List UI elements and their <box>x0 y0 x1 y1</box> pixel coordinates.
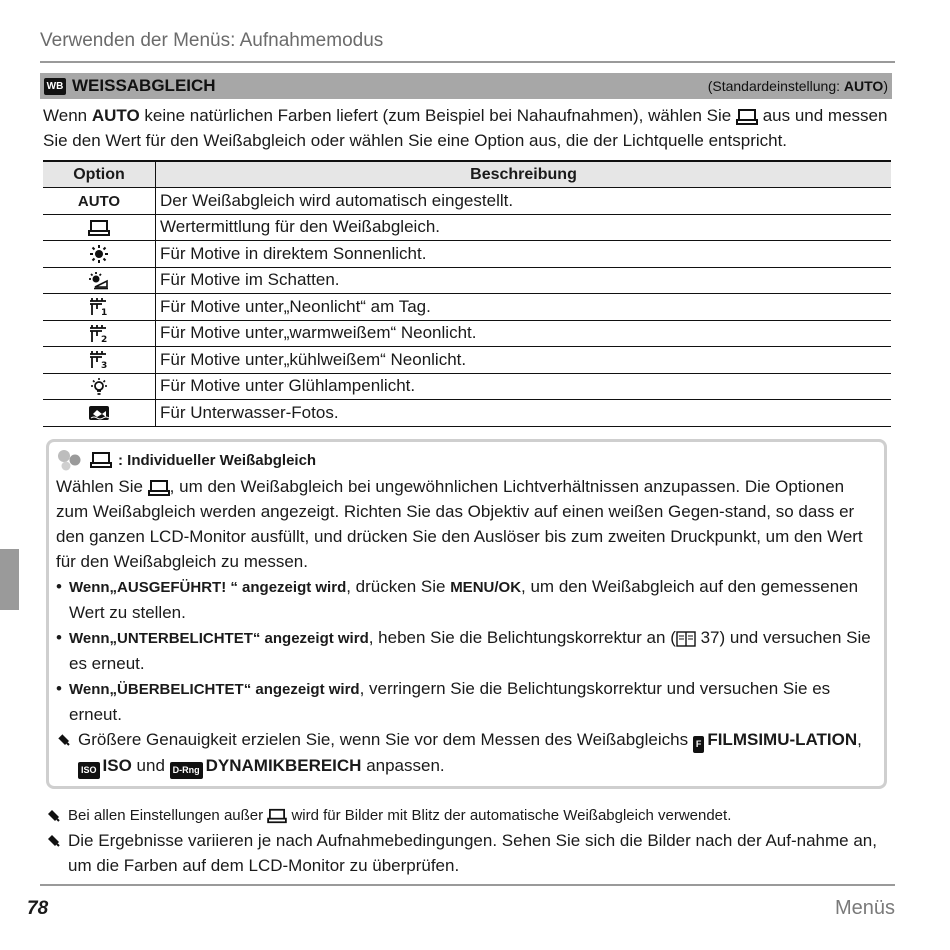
film-simulation-label: FILMSIMU-LATION <box>707 730 858 749</box>
tip-pencil-icon <box>46 828 68 878</box>
note-title-text: : Individueller Weißabgleich <box>118 451 317 469</box>
tip-text-1: Größere Genauigkeit erzielen Sie, wenn Sie vor dem Messen des Weißabgleichs <box>78 730 693 749</box>
bullet-text: , verringern Sie die Belichtungskorrektur und versuchen Sie es erneut. <box>69 679 831 724</box>
description-cell: Für Motive unter„warmweißem“ Neonlicht. <box>156 320 892 347</box>
column-header-description: Beschreibung <box>156 161 892 188</box>
intro-text-2: keine natürlichen Farben liefert (zum Beispiel bei Nahaufnahmen), wählen Sie <box>139 106 736 125</box>
footer-note-text: Bei allen Einstellungen außer <box>68 807 268 824</box>
dynamic-range-icon: D-Rng <box>170 762 203 779</box>
option-cell <box>43 347 156 374</box>
bullet-text: , heben Sie die Belichtungskorrektur an ( <box>368 628 676 647</box>
option-cell <box>43 320 156 347</box>
description-cell: Für Unterwasser-Fotos. <box>156 400 892 427</box>
section-title-text: WEISSABGLEICH <box>72 76 216 95</box>
default-setting-value: AUTO <box>843 78 884 94</box>
footer-notes <box>46 803 892 878</box>
chapter-tab-marker <box>0 549 19 610</box>
bullet-bold: Wenn„AUSGEFÜHRT! “ angezeigt wird <box>69 579 347 596</box>
default-setting-label: Standardeinstellung: <box>712 78 841 94</box>
option-cell <box>43 267 156 294</box>
svg-text:3: 3 <box>101 361 108 370</box>
custom-wb-icon <box>736 108 758 126</box>
bullet-bold: Wenn„ÜBERBELICHTET“ angezeigt wird <box>69 681 360 698</box>
intro-auto: AUTO <box>91 106 140 125</box>
note-body-text-2: , um den Weißabgleich bei ungewöhnlichen Lichtverhältnissen anzupassen. Die Optionen zum Weißabgleich werden angezeigt. Richten Sie das Objektiv auf einen weißen Gegen-stand, so dass er den ganzen LCD-Monitor ausfüllt, und drücken Sie den Auslöser bis zum zweiten Druckpunkt, um den Wert für den Weißabgleich zu messen. <box>56 477 863 571</box>
bullet-text: , um den Weißabgleich auf den gemessenen Wert zu stellen. <box>69 577 859 622</box>
list-item <box>46 828 892 878</box>
fluorescent-1-icon <box>89 298 109 316</box>
option-cell <box>43 294 156 321</box>
footer-divider <box>40 884 895 886</box>
table-row <box>43 347 891 374</box>
table-row <box>43 214 891 241</box>
footer-note-text: wird für Bilder mit Blitz der automatische Weißabgleich verwendet. <box>287 807 732 824</box>
table-row <box>43 320 891 347</box>
option-cell <box>43 214 156 241</box>
list-item <box>56 625 882 676</box>
wb-badge-icon: WB <box>44 78 66 95</box>
dynamic-range-label: DYNAMIKBEREICH <box>205 756 362 775</box>
fluorescent-3-icon <box>89 351 109 369</box>
tip-pencil-icon <box>56 727 78 779</box>
custom-wb-icon <box>90 451 112 469</box>
note-body <box>56 474 878 574</box>
underwater-icon <box>88 405 110 421</box>
options-table <box>43 160 891 427</box>
intro-paragraph <box>43 103 895 153</box>
menu-ok-key: MENU/OK <box>450 579 522 596</box>
tip-separator: und <box>131 756 170 775</box>
description-cell: Für Motive unter„kühlweißem“ Neonlicht. <box>156 347 892 374</box>
list-item <box>46 803 892 828</box>
footer-note-text: Die Ergebnisse variieren je nach Aufnahmebedingungen. Sehen Sie sich die Bilder nach der Auf-nahme an, um die Farben auf dem LCD-Monitor zu überprüfen. <box>68 831 877 875</box>
header-divider <box>40 61 895 63</box>
svg-text:2: 2 <box>101 334 108 343</box>
bullet-dot: • <box>56 679 62 698</box>
note-bullet-list <box>56 574 882 727</box>
option-cell <box>43 188 156 215</box>
footer-chapter-label: Menüs <box>834 897 895 919</box>
note-body-text-1: Wählen Sie <box>56 477 148 496</box>
tip-row <box>56 727 882 779</box>
custom-wb-icon <box>88 219 110 237</box>
auto-option-label: AUTO <box>77 192 121 210</box>
bullet-dot: • <box>56 577 62 596</box>
table-row <box>43 241 891 268</box>
table-row <box>43 400 891 427</box>
description-cell: Für Motive unter„Neonlicht“ am Tag. <box>156 294 892 321</box>
description-cell: Für Motive unter Glühlampenlicht. <box>156 373 892 400</box>
custom-wb-icon <box>148 479 170 497</box>
list-item <box>56 574 882 625</box>
film-simulation-icon: F <box>693 736 705 753</box>
table-row <box>43 294 891 321</box>
custom-wb-icon <box>267 808 287 824</box>
tip-separator: , <box>857 730 862 749</box>
page-header-title: Verwenden der Menüs: Aufnahmemodus <box>40 30 384 51</box>
table-row <box>43 188 891 215</box>
note-tip <box>56 727 882 779</box>
page-reference-number[interactable]: 37 <box>700 628 720 647</box>
column-header-option: Option <box>43 161 156 188</box>
fluorescent-2-icon <box>89 325 109 343</box>
description-cell: Für Motive in direktem Sonnenlicht. <box>156 241 892 268</box>
intro-text-3: aus und messen Sie den Wert für den Weißabgleich oder wählen Sie eine Option aus, die der Lichtquelle entspricht. <box>43 106 888 150</box>
note-title <box>56 449 316 471</box>
page-reference-icon <box>676 631 696 647</box>
table-header-row <box>43 161 891 188</box>
description-cell: Wertermittlung für den Weißabgleich. <box>156 214 892 241</box>
tip-pencil-icon <box>46 803 68 828</box>
option-cell <box>43 373 156 400</box>
page-number: 78 <box>27 898 49 919</box>
bullet-bold: Wenn„UNTERBELICHTET“ angezeigt wird <box>69 630 369 647</box>
section-title <box>44 76 216 96</box>
list-item <box>56 676 882 727</box>
bullet-text: , drücken Sie <box>346 577 451 596</box>
description-cell: Der Weißabgleich wird automatisch eingestellt. <box>156 188 892 215</box>
bullet-text: ) und versuchen Sie es erneut. <box>69 628 871 673</box>
note-icon <box>56 449 84 471</box>
iso-icon: ISO <box>78 762 100 779</box>
intro-text-1: Wenn <box>43 106 92 125</box>
table-row <box>43 267 891 294</box>
iso-label: ISO <box>102 756 132 775</box>
svg-text:1: 1 <box>101 308 108 317</box>
shade-icon <box>89 272 109 290</box>
description-cell: Für Motive im Schatten. <box>156 267 892 294</box>
tip-text-2: anpassen. <box>361 756 445 775</box>
option-cell <box>43 241 156 268</box>
default-setting: (Standardeinstellung: AUTO) <box>707 78 888 94</box>
option-cell <box>43 400 156 427</box>
table-row <box>43 373 891 400</box>
section-heading-bar <box>40 73 892 99</box>
sun-icon <box>90 245 108 263</box>
bullet-dot: • <box>56 628 62 647</box>
incandescent-icon <box>90 378 108 396</box>
